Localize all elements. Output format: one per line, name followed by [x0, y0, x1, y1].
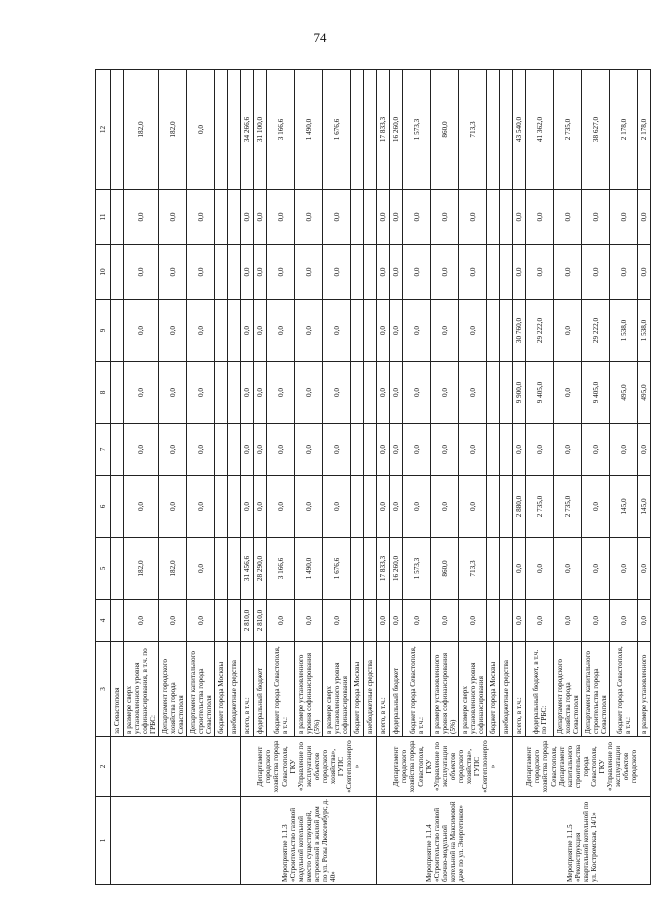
amount-cell: 0,0 — [431, 190, 459, 245]
amount-cell: 0,0 — [390, 424, 403, 476]
amount-cell: 0,0 — [554, 190, 582, 245]
amount-cell — [500, 245, 513, 300]
amount-cell: 145,0 — [610, 476, 638, 538]
amount-cell — [487, 476, 500, 538]
column-header: 11 — [96, 190, 111, 245]
amount-cell: 0,0 — [390, 476, 403, 538]
amount-cell: 0,0 — [638, 424, 651, 476]
amount-cell: 1 538,0 — [638, 300, 651, 362]
funding-source: всего, в т.ч.: — [241, 642, 254, 737]
amount-cell — [228, 70, 241, 190]
amount-cell — [500, 424, 513, 476]
amount-cell: 31 100,0 — [254, 70, 267, 190]
amount-cell — [364, 476, 377, 538]
measure-name — [111, 797, 241, 885]
amount-cell: 0,0 — [459, 424, 487, 476]
amount-cell: 9 900,0 — [513, 362, 526, 424]
amount-cell: 2 178,0 — [610, 70, 638, 190]
amount-cell: 0,0 — [323, 362, 351, 424]
amount-cell — [228, 190, 241, 245]
funding-source: внебюджетные средства — [500, 642, 513, 737]
measure-name: Мероприятие 1.1.4 «Строительство газовой блочно-модульной котельной на Максимовой даче по ул. Энергетиков» — [377, 797, 513, 885]
table-row — [513, 70, 526, 885]
amount-cell: 0,0 — [582, 424, 610, 476]
amount-cell — [487, 538, 500, 600]
amount-cell: 0,0 — [610, 600, 638, 642]
amount-cell: 0,0 — [513, 190, 526, 245]
amount-cell: 0,0 — [159, 476, 187, 538]
funding-source: всего, в т.ч.: — [377, 642, 390, 737]
column-header: 9 — [96, 300, 111, 362]
amount-cell — [487, 70, 500, 190]
header-row — [96, 70, 111, 885]
amount-cell: 0,0 — [267, 300, 295, 362]
column-header: 1 — [96, 797, 111, 885]
amount-cell: 0,0 — [187, 600, 215, 642]
amount-cell — [487, 190, 500, 245]
amount-cell: 0,0 — [390, 300, 403, 362]
amount-cell: 0,0 — [159, 600, 187, 642]
column-header: 3 — [96, 642, 111, 737]
amount-cell — [351, 600, 364, 642]
amount-cell: 713,3 — [459, 70, 487, 190]
amount-cell: 0,0 — [431, 300, 459, 362]
amount-cell: 0,0 — [554, 245, 582, 300]
amount-cell: 0,0 — [431, 362, 459, 424]
amount-cell: 0,0 — [187, 476, 215, 538]
amount-cell: 16 260,0 — [390, 538, 403, 600]
amount-cell: 0,0 — [390, 190, 403, 245]
funding-source: в размере установленного уровня софинансирования (5%) — [295, 642, 323, 737]
amount-cell: 29 222,0 — [526, 300, 554, 362]
funding-source: Департамент капитального строительства города Севастополя — [582, 642, 610, 737]
amount-cell: 3 166,6 — [267, 70, 295, 190]
funding-source: федеральный бюджет, в т.ч. по ГРБС: — [526, 642, 554, 737]
amount-cell — [364, 424, 377, 476]
amount-cell: 2 880,0 — [513, 476, 526, 538]
executors — [111, 737, 241, 797]
amount-cell: 182,0 — [159, 70, 187, 190]
amount-cell — [351, 245, 364, 300]
amount-cell: 0,0 — [390, 245, 403, 300]
amount-cell: 0,0 — [431, 600, 459, 642]
amount-cell: 17 833,3 — [377, 538, 390, 600]
amount-cell: 145,0 — [638, 476, 651, 538]
amount-cell: 182,0 — [159, 538, 187, 600]
amount-cell: 0,0 — [582, 190, 610, 245]
amount-cell: 0,0 — [403, 600, 431, 642]
amount-cell — [111, 245, 124, 300]
amount-cell: 0,0 — [124, 245, 159, 300]
amount-cell: 0,0 — [159, 300, 187, 362]
table-row — [241, 70, 254, 885]
amount-cell: 1 490,0 — [295, 70, 323, 190]
amount-cell: 495,0 — [638, 362, 651, 424]
amount-cell: 0,0 — [403, 300, 431, 362]
amount-cell — [487, 300, 500, 362]
amount-cell: 0,0 — [582, 600, 610, 642]
amount-cell: 16 260,0 — [390, 70, 403, 190]
funding-source: Департамент капитального строительства города Севастополя — [187, 642, 215, 737]
amount-cell: 0,0 — [295, 300, 323, 362]
amount-cell: 0,0 — [295, 476, 323, 538]
amount-cell: 0,0 — [377, 190, 390, 245]
amount-cell — [215, 600, 228, 642]
amount-cell: 0,0 — [159, 424, 187, 476]
amount-cell: 3 166,6 — [267, 538, 295, 600]
amount-cell: 0,0 — [241, 424, 254, 476]
funding-source: бюджет города Москвы — [351, 642, 364, 737]
amount-cell: 0,0 — [431, 245, 459, 300]
amount-cell — [228, 538, 241, 600]
amount-cell — [228, 245, 241, 300]
amount-cell: 0,0 — [254, 424, 267, 476]
amount-cell: 0,0 — [638, 600, 651, 642]
funding-source: всего, в т.ч.: — [513, 642, 526, 737]
table-row — [377, 70, 390, 885]
funding-source: в размере установленного уровня софинансирования (5%) — [431, 642, 459, 737]
amount-cell: 0,0 — [323, 190, 351, 245]
amount-cell: 1 676,6 — [323, 538, 351, 600]
amount-cell: 0,0 — [390, 362, 403, 424]
funding-source: бюджет города Москвы — [487, 642, 500, 737]
amount-cell — [364, 600, 377, 642]
funding-source: бюджет города Севастополя, в т.ч.: — [403, 642, 431, 737]
amount-cell — [364, 190, 377, 245]
amount-cell — [228, 362, 241, 424]
amount-cell: 38 627,0 — [582, 70, 610, 190]
amount-cell — [215, 476, 228, 538]
amount-cell: 0,0 — [610, 190, 638, 245]
amount-cell: 0,0 — [459, 600, 487, 642]
amount-cell — [215, 245, 228, 300]
amount-cell — [111, 190, 124, 245]
column-header: 5 — [96, 538, 111, 600]
amount-cell: 0,0 — [254, 476, 267, 538]
amount-cell — [364, 300, 377, 362]
amount-cell: 0,0 — [377, 424, 390, 476]
amount-cell — [364, 538, 377, 600]
amount-cell: 0,0 — [582, 245, 610, 300]
amount-cell — [215, 190, 228, 245]
amount-cell: 0,0 — [638, 245, 651, 300]
amount-cell: 43 540,0 — [513, 70, 526, 190]
funding-source: в размере сверх установленного уровня софинансирования, в т.ч. по ГРБС: — [124, 642, 159, 737]
amount-cell: 0,0 — [403, 424, 431, 476]
funding-source: Департамент городского хозяйства города Севастополя — [554, 642, 582, 737]
funding-source: бюджет города Москвы — [215, 642, 228, 737]
amount-cell: 0,0 — [526, 190, 554, 245]
amount-cell — [351, 300, 364, 362]
amount-cell — [228, 476, 241, 538]
amount-cell — [111, 300, 124, 362]
amount-cell — [215, 300, 228, 362]
amount-cell — [351, 190, 364, 245]
amount-cell: 1 676,6 — [323, 70, 351, 190]
amount-cell: 0,0 — [323, 600, 351, 642]
amount-cell: 0,0 — [267, 190, 295, 245]
amount-cell: 1 573,3 — [403, 70, 431, 190]
amount-cell — [364, 70, 377, 190]
amount-cell — [111, 70, 124, 190]
amount-cell — [351, 476, 364, 538]
amount-cell: 0,0 — [187, 424, 215, 476]
amount-cell: 495,0 — [610, 362, 638, 424]
executors: Департамент городского хозяйства города Севастополя, ГКУ «Управление по эксплуатации объектов городского хозяйства», ГУПС «Севтеплоэнерго» — [377, 737, 513, 797]
amount-cell: 0,0 — [610, 245, 638, 300]
amount-cell — [111, 362, 124, 424]
amount-cell: 29 222,0 — [582, 300, 610, 362]
amount-cell: 0,0 — [159, 190, 187, 245]
budget-table — [95, 69, 651, 885]
amount-cell: 41 362,0 — [526, 70, 554, 190]
amount-cell: 2 178,0 — [638, 70, 651, 190]
amount-cell: 0,0 — [187, 190, 215, 245]
amount-cell: 0,0 — [377, 476, 390, 538]
amount-cell: 1 490,0 — [295, 538, 323, 600]
amount-cell: 0,0 — [459, 300, 487, 362]
funding-source: за Севастополя — [111, 642, 124, 737]
amount-cell: 0,0 — [526, 600, 554, 642]
amount-cell: 34 266,6 — [241, 70, 254, 190]
amount-cell — [487, 362, 500, 424]
funding-source: внебюджетные средства — [228, 642, 241, 737]
column-header: 2 — [96, 737, 111, 797]
funding-source: внебюджетные средства — [364, 642, 377, 737]
amount-cell: 0,0 — [582, 476, 610, 538]
amount-cell — [111, 538, 124, 600]
amount-cell: 0,0 — [403, 362, 431, 424]
amount-cell: 0,0 — [403, 476, 431, 538]
amount-cell — [215, 362, 228, 424]
amount-cell: 0,0 — [295, 424, 323, 476]
amount-cell: 0,0 — [241, 190, 254, 245]
amount-cell: 0,0 — [267, 600, 295, 642]
funding-source: в размере сверх установленного уровня софинансирования — [459, 642, 487, 737]
amount-cell: 860,0 — [431, 538, 459, 600]
column-header: 4 — [96, 600, 111, 642]
amount-cell — [500, 538, 513, 600]
amount-cell: 0,0 — [390, 600, 403, 642]
amount-cell: 0,0 — [513, 245, 526, 300]
column-header: 8 — [96, 362, 111, 424]
amount-cell: 0,0 — [295, 190, 323, 245]
amount-cell: 0,0 — [187, 245, 215, 300]
amount-cell: 2 735,0 — [554, 70, 582, 190]
amount-cell: 0,0 — [554, 300, 582, 362]
amount-cell — [111, 476, 124, 538]
amount-cell: 0,0 — [254, 190, 267, 245]
executors: Департамент городского хозяйства города Севастополя, Департамент капитального строительства города Севастополя, ГКУ «Управление по эксплуатации объектов городского — [513, 737, 651, 797]
amount-cell: 0,0 — [610, 538, 638, 600]
amount-cell: 0,0 — [241, 476, 254, 538]
amount-cell: 0,0 — [377, 245, 390, 300]
amount-cell — [351, 538, 364, 600]
amount-cell: 0,0 — [254, 300, 267, 362]
amount-cell: 0,0 — [124, 300, 159, 362]
amount-cell: 0,0 — [554, 600, 582, 642]
amount-cell — [500, 362, 513, 424]
amount-cell — [487, 424, 500, 476]
funding-source: федеральный бюджет — [254, 642, 267, 737]
amount-cell: 2 735,0 — [554, 476, 582, 538]
amount-cell — [215, 70, 228, 190]
amount-cell: 0,0 — [431, 476, 459, 538]
executors: Департамент городского хозяйства города Севастополя, ГКУ «Управление по эксплуатации объектов городского хозяйства», ГУПС «Севтеплоэнерго» — [241, 737, 377, 797]
amount-cell: 0,0 — [241, 300, 254, 362]
funding-source: бюджет города Севастополя, в т.ч.: — [267, 642, 295, 737]
amount-cell: 0,0 — [295, 600, 323, 642]
amount-cell: 0,0 — [187, 362, 215, 424]
amount-cell: 0,0 — [267, 362, 295, 424]
amount-cell: 182,0 — [124, 538, 159, 600]
column-header: 7 — [96, 424, 111, 476]
amount-cell: 0,0 — [513, 600, 526, 642]
amount-cell: 30 760,0 — [513, 300, 526, 362]
amount-cell — [487, 600, 500, 642]
amount-cell: 0,0 — [431, 424, 459, 476]
measure-name: Мероприятие 1.1.5 «Реконструкция квартальной котельной по ул. Костромская, 14/1» — [513, 797, 651, 885]
amount-cell: 0,0 — [638, 190, 651, 245]
amount-cell: 1 538,0 — [610, 300, 638, 362]
amount-cell: 0,0 — [459, 245, 487, 300]
amount-cell: 0,0 — [267, 424, 295, 476]
amount-cell: 0,0 — [403, 245, 431, 300]
amount-cell: 0,0 — [241, 362, 254, 424]
amount-cell: 0,0 — [554, 424, 582, 476]
amount-cell: 860,0 — [431, 70, 459, 190]
amount-cell: 0,0 — [459, 190, 487, 245]
amount-cell — [111, 424, 124, 476]
amount-cell — [500, 190, 513, 245]
amount-cell: 0,0 — [124, 190, 159, 245]
amount-cell: 0,0 — [610, 424, 638, 476]
amount-cell: 0,0 — [159, 362, 187, 424]
amount-cell: 0,0 — [187, 300, 215, 362]
funding-source: в размере сверх установленного уровня софинансирования — [323, 642, 351, 737]
amount-cell: 2 810,0 — [254, 600, 267, 642]
amount-cell: 0,0 — [267, 476, 295, 538]
amount-cell: 0,0 — [295, 362, 323, 424]
amount-cell: 0,0 — [124, 362, 159, 424]
amount-cell: 0,0 — [187, 538, 215, 600]
amount-cell: 0,0 — [513, 538, 526, 600]
amount-cell: 0,0 — [323, 424, 351, 476]
amount-cell: 0,0 — [459, 476, 487, 538]
amount-cell: 0,0 — [254, 362, 267, 424]
rotated-table-container — [95, 70, 650, 885]
amount-cell — [500, 300, 513, 362]
table-row — [111, 70, 124, 885]
amount-cell: 0,0 — [254, 245, 267, 300]
amount-cell — [228, 300, 241, 362]
amount-cell — [228, 424, 241, 476]
amount-cell: 9 405,0 — [582, 362, 610, 424]
table-body — [111, 70, 651, 885]
funding-source: в размере установленного — [638, 642, 651, 737]
amount-cell — [351, 362, 364, 424]
amount-cell — [500, 600, 513, 642]
amount-cell — [111, 600, 124, 642]
amount-cell: 0,0 — [554, 362, 582, 424]
amount-cell: 0,0 — [377, 300, 390, 362]
measure-name: Мероприятие 1.1.3 «Строительство газовой модульной котельной вместо существующей, встроенной в жилой дом по ул. Розы Люксембург, д. 40» — [241, 797, 377, 885]
amount-cell — [364, 245, 377, 300]
funding-source: федеральный бюджет — [390, 642, 403, 737]
amount-cell: 0,0 — [403, 190, 431, 245]
amount-cell: 0,0 — [513, 424, 526, 476]
amount-cell: 2 810,0 — [241, 600, 254, 642]
page-number: 74 — [313, 30, 327, 45]
amount-cell: 0,0 — [377, 362, 390, 424]
amount-cell: 17 833,3 — [377, 70, 390, 190]
amount-cell: 0,0 — [124, 424, 159, 476]
amount-cell: 0,0 — [187, 70, 215, 190]
amount-cell: 0,0 — [554, 538, 582, 600]
funding-source: Департамент городского хозяйства города Севастополя — [159, 642, 187, 737]
amount-cell: 0,0 — [323, 245, 351, 300]
amount-cell: 0,0 — [526, 538, 554, 600]
amount-cell: 31 456,6 — [241, 538, 254, 600]
amount-cell: 0,0 — [323, 300, 351, 362]
column-header: 12 — [96, 70, 111, 190]
amount-cell: 0,0 — [295, 245, 323, 300]
amount-cell: 0,0 — [526, 245, 554, 300]
amount-cell: 0,0 — [459, 362, 487, 424]
column-header: 10 — [96, 245, 111, 300]
amount-cell — [351, 424, 364, 476]
amount-cell — [500, 476, 513, 538]
amount-cell — [215, 538, 228, 600]
amount-cell — [500, 70, 513, 190]
amount-cell: 0,0 — [241, 245, 254, 300]
amount-cell — [215, 424, 228, 476]
amount-cell: 28 290,0 — [254, 538, 267, 600]
amount-cell — [487, 245, 500, 300]
amount-cell: 0,0 — [124, 476, 159, 538]
amount-cell: 0,0 — [582, 538, 610, 600]
amount-cell: 0,0 — [267, 245, 295, 300]
amount-cell — [351, 70, 364, 190]
amount-cell: 1 573,3 — [403, 538, 431, 600]
amount-cell: 0,0 — [323, 476, 351, 538]
amount-cell: 182,0 — [124, 70, 159, 190]
amount-cell: 0,0 — [159, 245, 187, 300]
amount-cell: 9 405,0 — [526, 362, 554, 424]
amount-cell: 0,0 — [377, 600, 390, 642]
amount-cell — [228, 600, 241, 642]
amount-cell — [364, 362, 377, 424]
amount-cell: 713,3 — [459, 538, 487, 600]
amount-cell: 2 735,0 — [526, 476, 554, 538]
funding-source: бюджет города Севастополя, в т.ч.: — [610, 642, 638, 737]
amount-cell: 0,0 — [526, 424, 554, 476]
amount-cell: 0,0 — [638, 538, 651, 600]
amount-cell: 0,0 — [124, 600, 159, 642]
column-header: 6 — [96, 476, 111, 538]
